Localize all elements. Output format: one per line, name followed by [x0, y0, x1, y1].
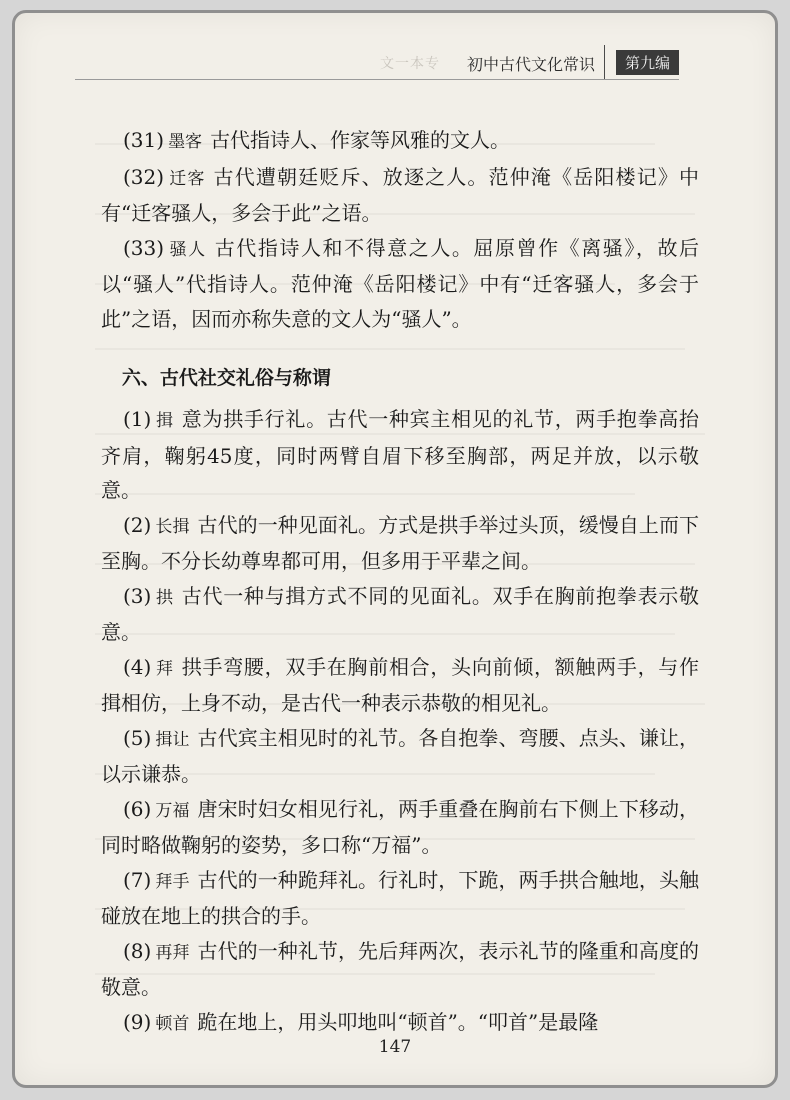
entry-term: 迁客	[168, 168, 206, 189]
entry-number: (6)	[123, 796, 152, 821]
entry-number: (4)	[123, 654, 152, 679]
entry-text: 意为拱手行礼。古代一种宾主相见的礼节，两手抱拳高抬齐肩，鞠躬45度，同时两臂自眉下移至胸部，两足并放，以示敬意。	[101, 407, 700, 502]
entry-term: 揖让	[155, 729, 190, 750]
entry-text: 唐宋时妇女相见行礼，两手重叠在胸前右下侧上下移动，同时略做鞠躬的姿势，多口称“万福”。	[101, 796, 700, 857]
entry-2	[101, 508, 699, 579]
entry-text: 古代指诗人和不得意之人。屈原曾作《离骚》，故后以“骚人”代指诗人。范仲淹《岳阳楼记》中有“迁客骚人，多会于此”之语，因而亦称失意的文人为“骚人”。	[101, 235, 700, 331]
entry-term: 长揖	[155, 516, 190, 537]
entry-term: 拜手	[155, 871, 190, 892]
entry-text: 古代指诗人、作家等风雅的文人。	[210, 128, 511, 152]
entry-32	[101, 160, 699, 231]
entry-number: (3)	[123, 583, 152, 608]
part-badge: 第九编	[616, 50, 679, 75]
entry-text: 古代的一种见面礼。方式是拱手举过头顶，缓慢自上而下至胸。不分长幼尊卑都可用，但多用于平辈之间。	[101, 512, 700, 573]
entry-3	[101, 579, 699, 650]
entry-term: 墨客	[168, 132, 203, 152]
entry-text: 古代遭朝廷贬斥、放逐之人。范仲淹《岳阳楼记》中有“迁客骚人，多会于此”之语。	[101, 164, 700, 225]
entry-text-tail: 叩首”是最隆	[488, 1009, 599, 1034]
header-ghost-text: 文一本专	[380, 56, 440, 72]
running-header	[75, 45, 679, 80]
header-divider	[604, 45, 605, 79]
book-page	[12, 10, 778, 1088]
entry-term: 揖	[155, 411, 174, 431]
book-title: 初中古代文化常识	[466, 55, 595, 74]
entry-7	[101, 863, 699, 934]
entry-term: 拱	[155, 587, 174, 608]
entry-6	[101, 792, 699, 863]
entry-number: (8)	[123, 938, 152, 963]
entry-number: (1)	[123, 407, 152, 431]
page-number: 147	[378, 1037, 412, 1057]
entry-term: 万福	[155, 800, 190, 821]
entry-number: (9)	[123, 1009, 152, 1034]
page-body	[101, 123, 699, 1041]
entry-term: 拜	[155, 658, 174, 679]
entry-8	[101, 934, 699, 1005]
entry-text: 古代宾主相见时的礼节。各自抱拳、弯腰、点头、谦让，以示谦恭。	[101, 725, 700, 786]
entry-number: (5)	[123, 725, 152, 750]
entry-text: 古代一种与揖方式不同的见面礼。双手在胸前抱拳表示敬意。	[101, 583, 700, 644]
entry-term: 骚人	[168, 239, 207, 260]
entry-31	[101, 123, 699, 160]
entry-text: 古代的一种礼节，先后拜两次，表示礼节的隆重和高度的敬意。	[101, 938, 700, 999]
entry-1	[101, 402, 699, 508]
section-heading: 六、古代社交礼俗与称谓	[121, 367, 331, 389]
entry-number: (31)	[123, 128, 165, 152]
entry-text: 古代的一种跪拜礼。行礼时，下跪，两手拱合触地，头触碰放在地上的拱合的手。	[101, 867, 700, 928]
entry-number: (2)	[123, 512, 152, 537]
entry-number: (32)	[123, 164, 165, 189]
entry-4	[101, 650, 699, 721]
entry-term: 再拜	[155, 942, 190, 963]
entry-number: (33)	[123, 235, 165, 260]
entry-number: (7)	[123, 867, 152, 892]
entry-text: 拱手弯腰，双手在胸前相合，头向前倾，额触两手，与作揖相仿，上身不动，是古代一种表示恭敬的相见礼。	[101, 654, 700, 715]
entry-33	[101, 231, 699, 337]
entry-5	[101, 721, 699, 792]
entry-term: 顿首	[155, 1013, 190, 1034]
entry-text: 跪在地上，用头叩地叫“顿首”。“	[197, 1009, 489, 1034]
entry-9	[101, 1005, 699, 1042]
